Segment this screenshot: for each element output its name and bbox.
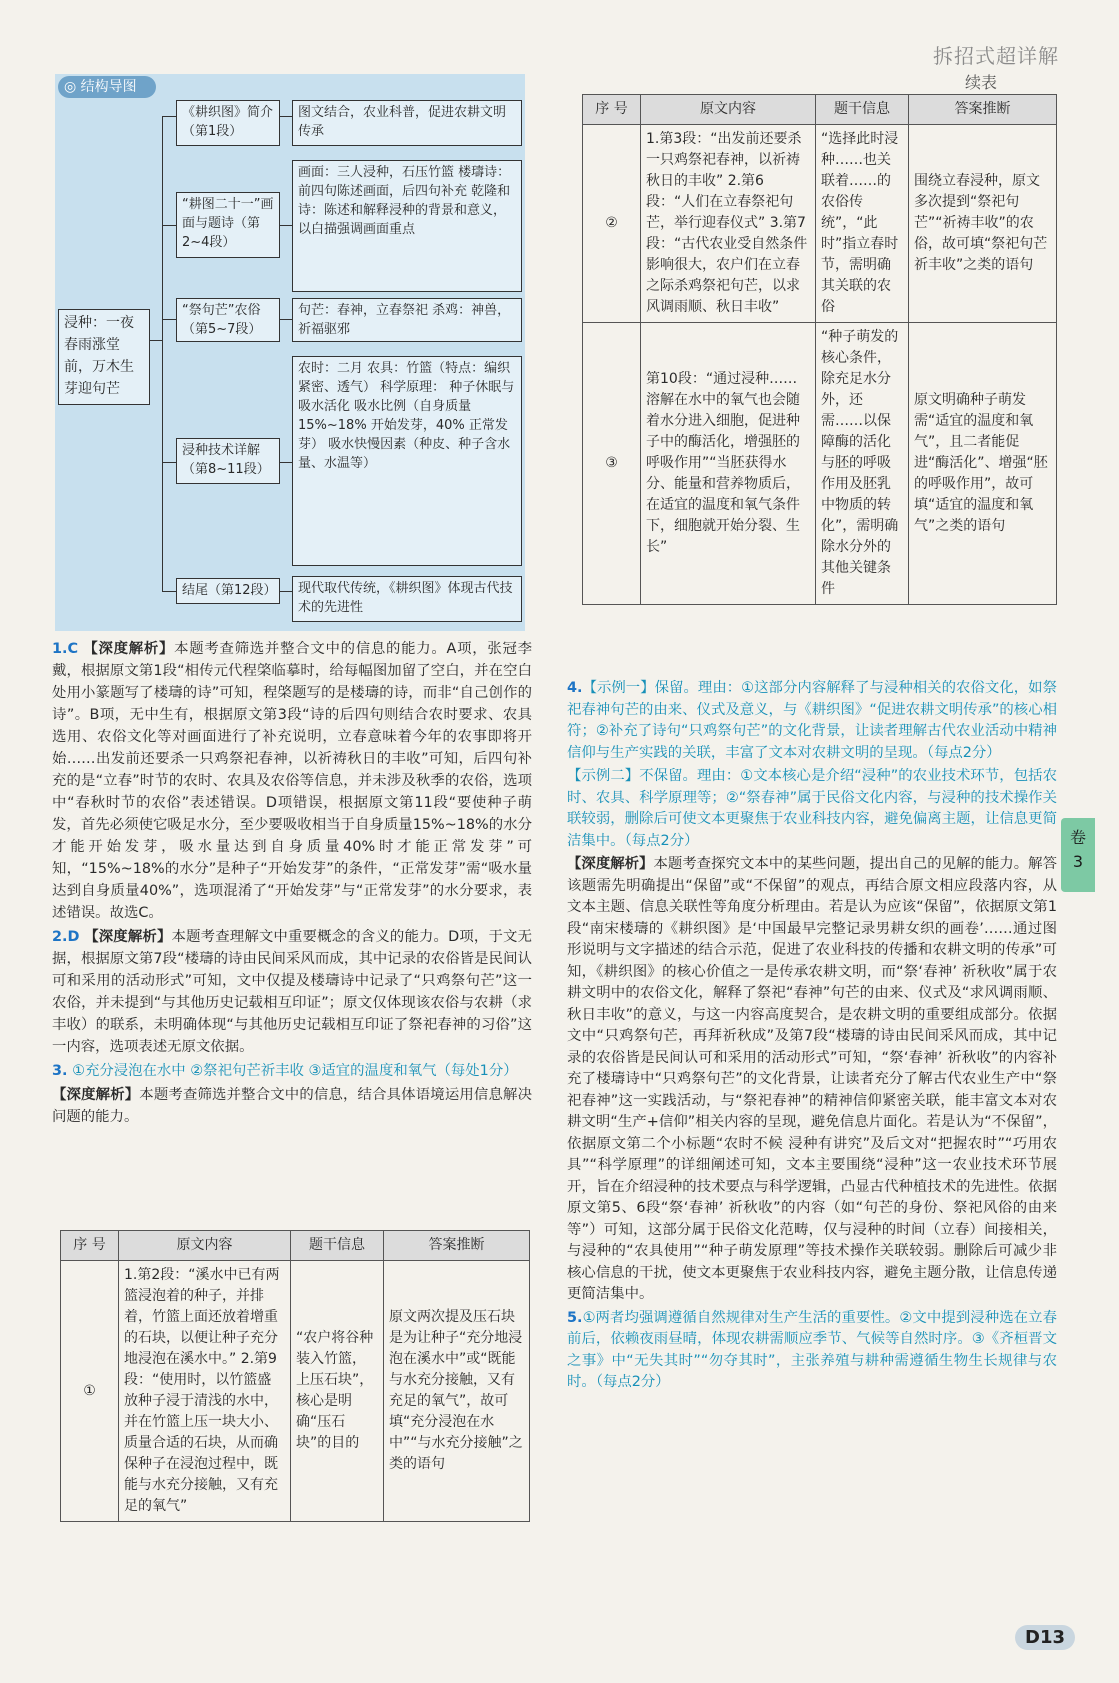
table-header: 原文内容 [641, 95, 816, 125]
table-row: ① 1.第2段：“溪水中已有两篮浸泡着的种子，并排着，竹篮上面还放着增重的石块，以便让种子充分地浸泡在溪水中。” 2.第9段：“使用时，以竹篮盛放种子浸于清浅的水中，并在竹篮上压一块大小、质量合适的石块，从而确保种子在浸泡过程中，既能与水充分接触，又有充足的氧气” “农户将谷种装入竹篮，上压石块”，核心是明确“压石块”的目的 原文两次提及压石块是为让种子“充分地浸泡在溪水中”或“既能与水充分接触，又有充足的氧气”，故可填“充分浸泡在水中”“与水充分接触”之类的语句 [61, 1261, 530, 1522]
continued-label: 续表 [964, 73, 997, 92]
mindmap-branch-label: 结尾（第12段） [176, 578, 280, 604]
mindmap-branch-detail: 图文结合，农业科普，促进农耕文明传承 [292, 100, 522, 146]
mindmap-branch-detail: 句芒：春神，立春祭祀 杀鸡：神兽，祈福驱邪 [292, 298, 522, 342]
table-header: 答案推断 [384, 1231, 530, 1261]
page-number: D13 [1015, 1625, 1075, 1650]
answer-4-example2: 【示例二】不保留。理由：①文本核心是介绍“浸种”的农业技术环节，包括农时、农具、科学原理等；②“祭春神”属于民俗文化内容，与浸种的技术操作关联较弱，删除后可使文本更聚焦于农业科技内容，避免偏离主题，让信息更简洁集中。（每点2分） [567, 768, 1057, 849]
table-header: 序 号 [61, 1231, 119, 1261]
table-header: 题干信息 [816, 95, 909, 125]
analysis-table-part1 [60, 1230, 530, 1522]
analysis-table-part2 [582, 94, 1057, 605]
volume-tab: 卷 3 [1061, 818, 1095, 892]
answer-3: 3. ①充分浸泡在水中 ②祭祀句芒祈丰收 ③适宜的温度和氧气（每处1分） [52, 1063, 518, 1079]
answer-1: 1.C 【深度解析】本题考查筛选并整合文中的信息的能力。A项，张冠李戴，根据原文第1段“相传元代程棨临摹时，给每幅图加留了空白，并在空白处用小篆题写了楼璹的诗”可知，程棨题写的是楼璹的诗，而非“自己创作的诗”。B项，无中生有，根据原文第3段“诗的后四句则结合农时要求、农具选用、农俗文化等对画面进行了补充说明，立春意味着今年的农事即将开始……出发前还要杀一只鸡祭祀春神，以祈祷秋日的丰收”可知，后四句补充的是“立春”时节的农时、农具及农俗等信息，并未涉及秋季的农俗，选项中“春秋时节的农俗”表述错误。D项错误，根据原文第11段“要使种子萌发，首先必须使它吸足水分，至少要吸收相当于自身质量15%~18%的水分才能开始发芽，吸水量达到自身质量40%时才能正常发芽”可知，“15%~18%的水分”是种子“开始发芽”的条件，“正常发芽”需“吸水量达到自身质量40%”，选项混淆了“开始发芽”与“正常发芽”的水分要求，表述错误。故选C。 [52, 641, 532, 921]
left-column [52, 638, 532, 1130]
answer-2: 2.D 【深度解析】本题考查理解文中重要概念的含义的能力。D项，于文无据，根据原文第7段“楼璹的诗由民间采风而成，其中记录的农俗皆是民间认可和采用的活动形式”可知，文中仅提及楼璹诗中记录了“只鸡祭句芒”这一农俗，并未提到“与其他历史记载相互印证”；原文仅体现该农俗与农耕（求丰收）的联系，未明确体现“与其他历史记载相互印证了祭祀春神的习俗”这一内容，选项表述无原文依据。 [52, 929, 532, 1055]
mindmap-branch-detail: 画面：三人浸种，石压竹篮 楼璹诗：前四句陈述画面，后四句补充 乾隆和诗：陈述和解释浸种的背景和意义，以白描强调画面重点 [292, 160, 522, 292]
right-column [567, 678, 1057, 1396]
table-header: 答案推断 [909, 95, 1057, 125]
table-header: 题干信息 [291, 1231, 384, 1261]
table-header: 序 号 [583, 95, 641, 125]
mindmap-branch-label: “耕图二十一”画面与题诗（第2~4段） [176, 192, 280, 258]
mindmap-branch-label: 浸种技术详解（第8~11段） [176, 438, 280, 484]
mindmap-icon: ◎ [64, 79, 77, 95]
table-row: ② 1.第3段：“出发前还要杀一只鸡祭祀春神，以祈祷秋日的丰收” 2.第6段：“人们在立春祭祀句芒，举行迎春仪式” 3.第7段：“古代农业受自然条件影响很大，农户们在立春之际杀鸡祭祀句芒，以求风调雨顺、秋日丰收” “选择此时浸种……也关联着……的农俗传统”，“此时”指立春时节，需明确其关联的农俗 围绕立春浸种，原文多次提到“祭祀句芒”“祈祷丰收”的农俗，故可填“祭祀句芒祈丰收”之类的语句 [583, 125, 1057, 323]
answer-4-analysis: 【深度解析】本题考查探究文本中的某些问题，提出自己的见解的能力。解答该题需先明确提出“保留”或“不保留”的观点，再结合原文相应段落内容，从文本主题、信息关联性等角度分析理由。若是认为应该“保留”，依据原文第1段“南宋楼璹的《耕织图》是‘中国最早完整记录男耕女织的画卷’……通过图形说明与文字描述的结合示范，促进了农业科技的传播和农耕文明的传承”可知，《耕织图》的核心价值之一是传承农耕文明，而“祭‘春神’ 祈秋收”属于农耕文明中的农俗文化，解释了祭祀“春神”句芒的由来、仪式及“求风调雨顺、秋日丰收”的意义，与这一内容高度契合，是农耕文明的重要组成部分。依据文中“只鸡祭句芒，再拜祈秋成”及第7段“楼璹的诗由民间采风而成，其中记录的农俗皆是民间认可和采用的活动形式”可知，“祭‘春神’ 祈秋收”的内容补充了楼璹诗中“只鸡祭句芒”的文化背景，让读者充分了解古代农业生产中“祭祀春神”这一实践活动，与“祭祀春神”的精神信仰紧密关联，能丰富文本对农耕文明“生产+信仰”相关内容的呈现，避免信息片面化。若是认为“不保留”，依据原文第二个小标题“农时不候 浸种有讲究”及后文对“把握农时”“巧用农具”“科学原理”的详细阐述可知，文本主要围绕“浸种”这一农业技术环节展开，旨在介绍浸种的技术要点与科学逻辑，凸显古代种植技术的先进性。依据原文第5、6段“祭‘春神’ 祈秋收”的内容（如“句芒的身份、祭祀风俗的由来等”）可知，这部分属于民俗文化范畴，仅与浸种的时间（立春）间接相关，与浸种的“农具使用”“种子萌发原理”等技术操作关联较弱。删除后可减少非核心信息的干扰，使文本更聚焦于农业科技内容，避免主题分散，让信息传递更简洁集中。 [567, 856, 1057, 1302]
mindmap-branch-detail: 农时：二月 农具：竹篮（特点：编织紧密、透气） 科学原理： 种子休眠与吸水活化 吸水比例（自身质量15%~18% 开始发芽，40% 正常发芽） 吸水快慢因素（种皮、种子含水量、水温等） [292, 356, 522, 566]
series-title: 拆招式超详解 [933, 44, 1059, 68]
mindmap-heading: ◎ 结构导图 [58, 76, 156, 98]
answer-4: 4.【示例一】保留。理由：①这部分内容解释了与浸种相关的农俗文化，如祭祀春神句芒的由来、仪式及意义，与《耕织图》“促进农耕文明传承”的核心相符；②补充了诗句“只鸡祭句芒”的文化背景，让读者理解古代农业活动中精神信仰与生产实践的关联，丰富了文本对农耕文明的呈现。（每点2分） [567, 680, 1057, 761]
table-row: ③ 第10段：“通过浸种……溶解在水中的氧气也会随着水分进入细胞，促进种子中的酶活化，增强胚的呼吸作用”“当胚获得水分、能量和营养物质后，在适宜的温度和氧气条件下，细胞就开始分裂、生长” “种子萌发的核心条件，除充足水分外，还需……以保障酶的活化与胚的呼吸作用及胚乳中物质的转化”，需明确除水分外的其他关键条件 原文明确种子萌发需“适宜的温度和氧气”，且二者能促进“酶活化”、增强“胚的呼吸作用”，故可填“适宜的温度和氧气”之类的语句 [583, 323, 1057, 605]
mindmap-branch-label: “祭句芒”农俗（第5~7段） [176, 298, 280, 342]
answer-5: 5.①两者均强调遵循自然规律对生产生活的重要性。②文中提到浸种选在立春前后，依赖夜雨昼晴，体现农耕需顺应季节、气候等自然时序。③《齐桓晋文之事》中“无失其时”“勿夺其时”，主张养殖与耕种需遵循生物生长规律与农时。（每点2分） [567, 1309, 1057, 1390]
mindmap-branch-detail: 现代取代传统，《耕织图》体现古代技术的先进性 [292, 576, 522, 622]
mindmap-root: 浸种：一夜春雨涨堂前，万木生芽迎句芒 [58, 309, 150, 405]
table-header: 原文内容 [119, 1231, 291, 1261]
answer-3-analysis: 【深度解析】本题考查筛选并整合文中的信息，结合具体语境运用信息解决问题的能力。 [52, 1087, 532, 1125]
mindmap-branch-label: 《耕织图》简介（第1段） [176, 100, 280, 146]
